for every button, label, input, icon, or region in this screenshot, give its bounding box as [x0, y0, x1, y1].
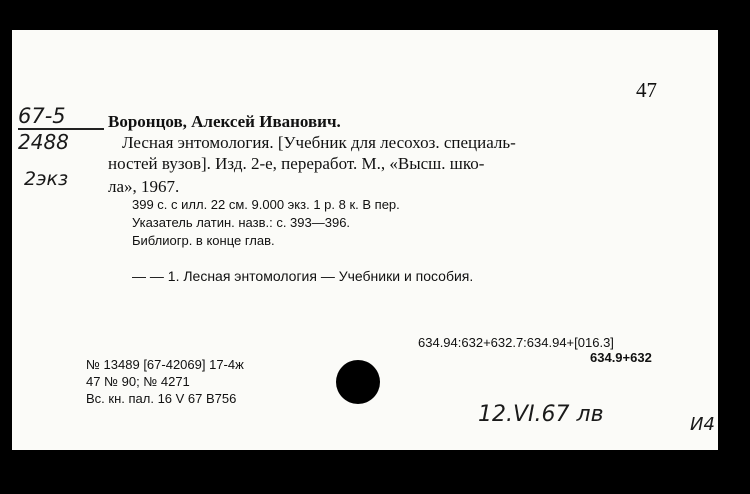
call-mark-2: 2488 — [18, 130, 69, 154]
card-number: 47 — [636, 78, 657, 102]
description-line-3: Библиогр. в конце глав. — [132, 233, 275, 248]
title-line-3: ла», 1967. — [108, 177, 180, 196]
author-heading: Воронцов, Алексей Иванович. — [108, 112, 341, 131]
record-line-1: № 13489 [67-42069] 17-4ж — [86, 357, 244, 372]
call-mark-copies: 2экз — [24, 168, 69, 190]
classification-line-2: 634.9+632 — [590, 350, 652, 365]
classification-line-1: 634.94:632+632.7:634.94+[016.3] — [418, 335, 614, 350]
corner-mark: И4 — [690, 414, 715, 435]
description-line-2: Указатель латин. назв.: с. 393—396. — [132, 215, 351, 230]
title-line-1: Лесная энтомология. [Учебник для лесохоз. специаль- — [122, 133, 516, 152]
handwritten-date: 12.VI.67 лв — [478, 402, 604, 427]
record-line-2: 47 № 90; № 4271 — [86, 374, 190, 389]
punch-hole — [336, 360, 380, 404]
subject-heading: — — 1. Лесная энтомология — Учебники и пособия. — [132, 268, 474, 284]
title-line-2: ностей вузов]. Изд. 2-е, переработ. М., «Высш. шко- — [108, 154, 485, 173]
call-mark-1: 67-5 — [18, 104, 66, 128]
description-line-1: 399 с. с илл. 22 см. 9.000 экз. 1 р. 8 к. В пер. — [132, 197, 400, 212]
record-line-3: Вс. кн. пал. 16 V 67 В756 — [86, 391, 237, 406]
